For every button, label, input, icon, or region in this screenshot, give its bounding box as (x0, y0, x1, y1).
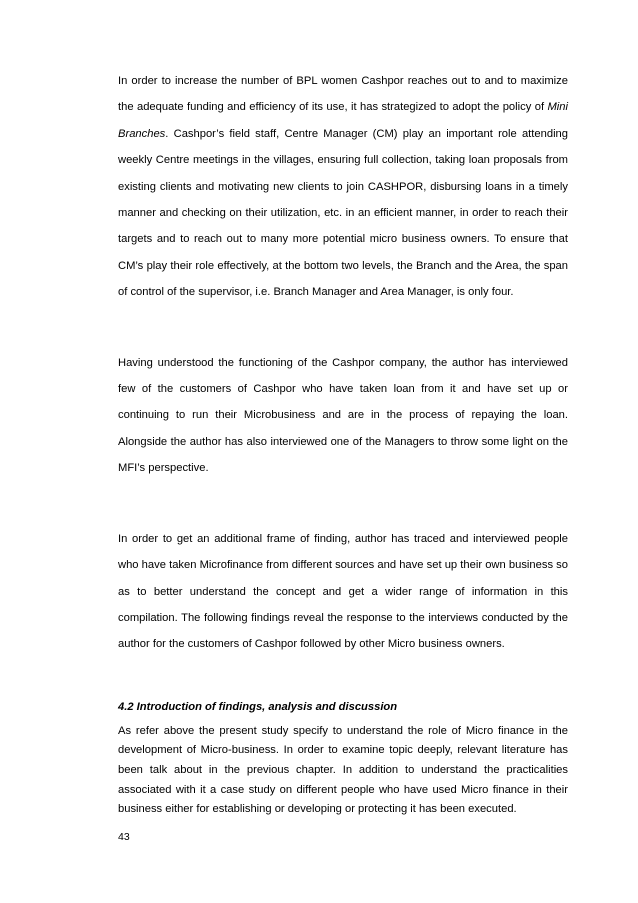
paragraph-2-run-1: Having understood the functioning of the Cashpor company, the author has interviewed few of the customers of Cashpor who have taken loan from it and have set up or continuing to run their Microbusiness and are in the process of repaying the loan. Alongside the author has also interviewed one of the Managers to throw some light on the MFI’s perspective. (118, 356, 568, 475)
section-spacer (118, 658, 568, 698)
section-body-paragraph: As refer above the present study specify to understand the role of Micro finance in the development of Micro-business. In order to examine topic deeply, relevant literature has been talk about in the previous chapter. In addition to understand the practicalities associated with it a case study on different people who have used Micro finance in their business either for establishing or developing or protecting it has been executed. (118, 724, 568, 816)
paragraph-2 (118, 350, 568, 482)
paragraph-spacer-1 (118, 306, 568, 350)
paragraph-1 (118, 68, 568, 306)
paragraph-1-run-3: . Cashpor’s field staff, Centre Manager (CM) play an important role attending weekly Centre meetings in the villages, ensuring full collection, taking loan proposals from existing clients and motivating new clients to join CASHPOR, disbursing loans in a timely manner and checking on their utilization, etc. in an efficient manner, in order to reach their targets and to reach out to many more potential micro business owners. To ensure that CM’s play their role effectively, at the bottom two levels, the Branch and the Area, the span of control of the supervisor, i.e. Branch Manager and Area Manager, is only four. (118, 127, 568, 299)
paragraph-spacer-2 (118, 482, 568, 526)
page-content (118, 68, 568, 844)
section-heading: 4.2 Introduction of findings, analysis and discussion (118, 700, 398, 713)
paragraph-1-run-1: In order to increase the number of BPL women Cashpor reaches out to and to maximize the adequate funding and efficiency of its use, it has strategized to adopt the policy of (118, 75, 568, 114)
paragraph-3-run-1: In order to get an additional frame of finding, author has traced and interviewed people who have taken Microfinance from different sources and have set up their own business so as to better understand the concept and get a wider range of information in this compilation. The following findings reveal the response to the interviews conducted by the author for the customers of Cashpor followed by other Micro business owners. (118, 532, 568, 651)
paragraph-1-run-2-italic: Mini Branches (118, 101, 568, 140)
page-number: 43 (118, 830, 130, 843)
paragraph-3 (118, 526, 568, 658)
